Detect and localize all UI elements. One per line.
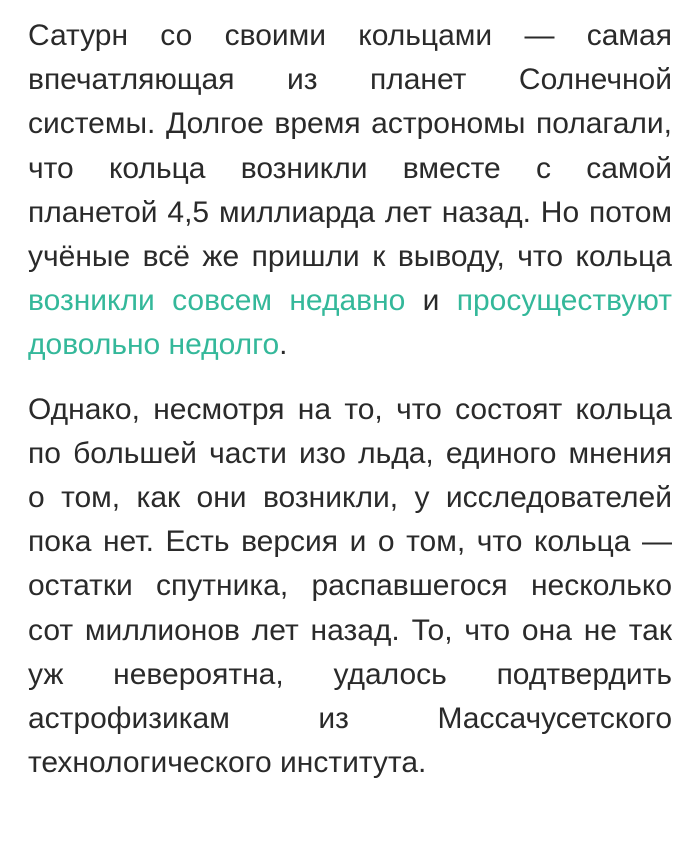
paragraph-1-text-a: Сатурн со своими кольцами — самая впечатляющая из планет Солнечной системы. Долгое время астрономы полагали, что кольца возникли вместе с самой планетой 4,5 миллиарда лет назад. Но потом учёные всё же пришли к выводу, что кольца bbox=[28, 19, 672, 274]
link-appeared-recently[interactable]: возникли совсем недавно bbox=[28, 284, 406, 318]
paragraph-2: Однако, несмотря на то, что состоят кольца по большей части изо льда, единого мнения о том, как они возникли, у исследователей пока нет. Есть версия и о том, что кольца — остатки спутника, распавшегося несколько сот миллионов лет назад. То, что она не так уж невероятна, удалось подтвердить астрофизикам из Массачусетского технологического института. bbox=[28, 392, 672, 780]
link-will-not-last-long[interactable]: просуществуют довольно недолго bbox=[28, 284, 672, 362]
article-body bbox=[28, 14, 672, 785]
paragraph-1-text-c: . bbox=[279, 328, 288, 362]
paragraph-1-text-b: и bbox=[405, 284, 457, 318]
paragraph-1 bbox=[28, 14, 672, 368]
